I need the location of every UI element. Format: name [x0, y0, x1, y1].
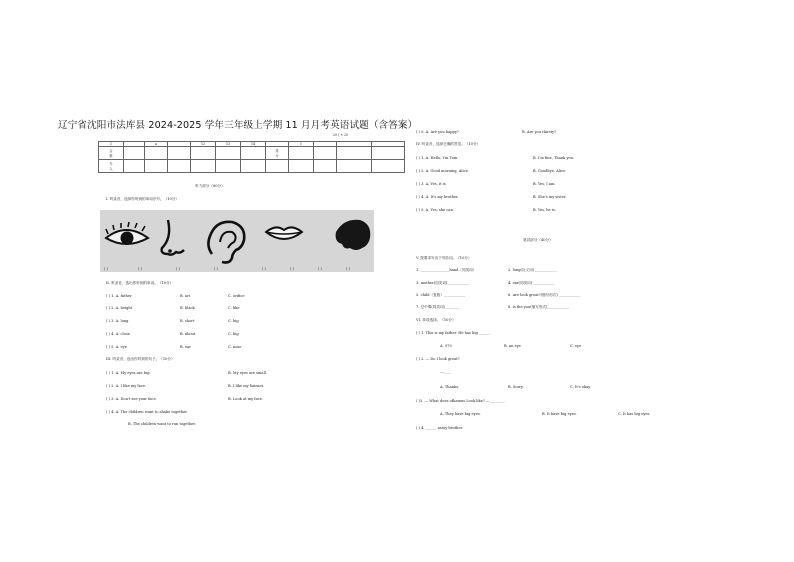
q6-item-1-a: A. 970: [440, 344, 452, 348]
score-head: a: [145, 142, 168, 147]
q2-item-5-b: B. ear: [180, 345, 191, 349]
q2-item-3-b: B. short: [180, 319, 195, 323]
score-label: 20 ( × 20: [333, 133, 349, 137]
question-3-heading: III. 听录音，选出你听到的句子。（10分）: [106, 357, 175, 361]
q6-item-3-b: B. It have big eyes.: [542, 412, 577, 416]
q4-item-2-a: ( ) 2. A. Good morning, Alice.: [416, 169, 470, 173]
answer-paren: ( ): [262, 267, 266, 271]
score-head: 1: [99, 142, 124, 147]
q5-item-2: 2. long(反义词) ____________: [508, 268, 557, 272]
writing-section-heading: 笔试部分（40分）: [523, 238, 553, 242]
q6-item-2-c: C. It's okay.: [570, 385, 591, 389]
q3-item-5-b: B. Are you thirsty?: [522, 130, 557, 134]
q6-item-4: ( ) 4. ______ sassy brother.: [416, 426, 463, 430]
q3-item-2-b: B. I like my hairnet.: [228, 384, 265, 388]
q2-item-1: ( ) 1. A. father: [106, 294, 132, 298]
q4-item-5-a: ( ) 5. A. Yes, she can.: [416, 208, 454, 212]
q3-item-4-b: B. The children want to run together.: [128, 422, 196, 426]
q2-item-1-b: B. art: [180, 294, 191, 298]
q6-item-2-blank: —____: [440, 370, 451, 374]
score-head: 1: [289, 142, 314, 147]
q3-item-1-b: B. My eyes are small.: [228, 371, 268, 375]
answer-paren: ( ): [290, 267, 294, 271]
q4-item-4-a: ( ) 4. A. It's my brother.: [416, 195, 459, 199]
q4-item-2-b: B. Goodbye, Alice.: [533, 169, 567, 173]
q6-item-1-b: B. an eye: [504, 344, 521, 348]
q3-item-4-a: ( ) 4. A. The children want to shake together.: [106, 410, 188, 414]
score-row-label: 分 人: [99, 160, 124, 173]
q2-item-2: ( ) 2. A. height: [106, 306, 133, 310]
q5-item-6: 6. Are look great?(缩写形式) ____________: [508, 293, 581, 297]
answer-paren: ( ): [138, 267, 142, 271]
question-5-heading: V. 按要求写出下列各词。（10分）: [416, 256, 472, 260]
answer-paren: ( ): [318, 267, 322, 271]
q6-item-1: ( ) 1. This is my father. He has big ______.: [416, 331, 491, 335]
q4-item-5-b: B. Yes, he is.: [533, 208, 556, 212]
q3-item-2-a: ( ) 2. A. I like my face.: [106, 384, 147, 388]
q4-item-1-a: ( ) 1. A. Hello, I'm Tom.: [416, 156, 459, 160]
answer-paren: ( ): [104, 267, 108, 271]
q6-item-3: ( )3. — What does ofhamus Look like? —________.: [416, 399, 506, 403]
score-head: 13: [216, 142, 241, 147]
q5-item-4: 4. ear(同类词) ____________: [508, 281, 555, 285]
score-side-note: 得 分: [266, 147, 289, 160]
q3-item-3-a: ( ) 3. A. Don't see your face.: [106, 397, 157, 401]
q6-item-3-c: C. It has big eyes.: [618, 412, 651, 416]
q2-item-5-c: C. nose: [228, 345, 242, 349]
q3-item-5-a: ( ) 5. A. Are you happy?: [416, 130, 459, 134]
score-table: [98, 141, 405, 173]
q4-item-4-b: B. She's my sister.: [533, 195, 567, 199]
q5-item-5: 5. child（复数）____________: [416, 293, 466, 297]
q3-item-1-a: ( ) 1. A. My eyes are big.: [106, 371, 151, 375]
body-parts-picture: [100, 210, 374, 272]
page-title: 辽宁省沈阳市法库县 2024-2025 学年三年级上学期 11 月月考英语试题（含答案）: [58, 120, 418, 131]
question-1-heading: I. 听录音，选择你听到的单词序号。（10分）: [106, 197, 179, 201]
q6-item-3-a: A. They have big eyes.: [440, 412, 481, 416]
q6-item-2-a: A. Thanks.: [440, 385, 460, 389]
q5-item-1: 1. ________________hand（同类词）: [416, 268, 477, 272]
question-4-heading: IV. 听录音，选择正确的答语。（10分）: [416, 142, 481, 146]
q2-item-2-c: C. like: [228, 306, 240, 310]
q6-item-2-b: B. Sorry.: [508, 385, 524, 389]
q2-item-4: ( ) 4. A. close: [106, 332, 130, 336]
q6-item-1-c: C. eye: [570, 344, 582, 348]
q2-item-3-c: C. big: [228, 319, 239, 323]
q2-item-3: ( ) 3. A. long: [106, 319, 129, 323]
q5-item-3: 3. mother(同类词)____________: [416, 281, 469, 285]
q4-item-3-b: B. Yes, I am.: [533, 182, 556, 186]
answer-paren: ( ): [346, 267, 350, 271]
q4-item-3-a: ( ) 3. A. Yes, it is.: [416, 182, 447, 186]
q5-item-8: 8. is the you(缩写形式)____________: [508, 305, 569, 309]
q3-item-3-b: B. Look at my face.: [228, 397, 264, 401]
q6-item-2: ( ) 2. — Do I look great?: [416, 357, 460, 361]
score-row-label: 合 数: [99, 147, 124, 160]
answer-paren: ( ): [214, 267, 218, 271]
answer-paren: ( ): [176, 267, 180, 271]
q2-item-1-c: C. orifice: [228, 294, 245, 298]
score-head: 12: [191, 142, 216, 147]
question-2-heading: II. 听录音，选出你听到的单词。（10分）: [106, 281, 174, 285]
q5-item-7: 7. 空中雾(同类词)________: [416, 305, 460, 309]
question-6-heading: VI. 单项选择。（10分）: [416, 318, 456, 322]
q2-item-4-b: B. about: [180, 332, 196, 336]
listening-section-heading: 听力部分（60分）: [195, 184, 225, 188]
q2-item-4-c: C. big: [228, 332, 239, 336]
q2-item-2-b: B. black: [180, 306, 195, 310]
score-head: 14: [241, 142, 266, 147]
q4-item-1-b: B. I'm fine, Thank you.: [533, 156, 575, 160]
q2-item-5: ( ) 5. A. eye: [106, 345, 127, 349]
